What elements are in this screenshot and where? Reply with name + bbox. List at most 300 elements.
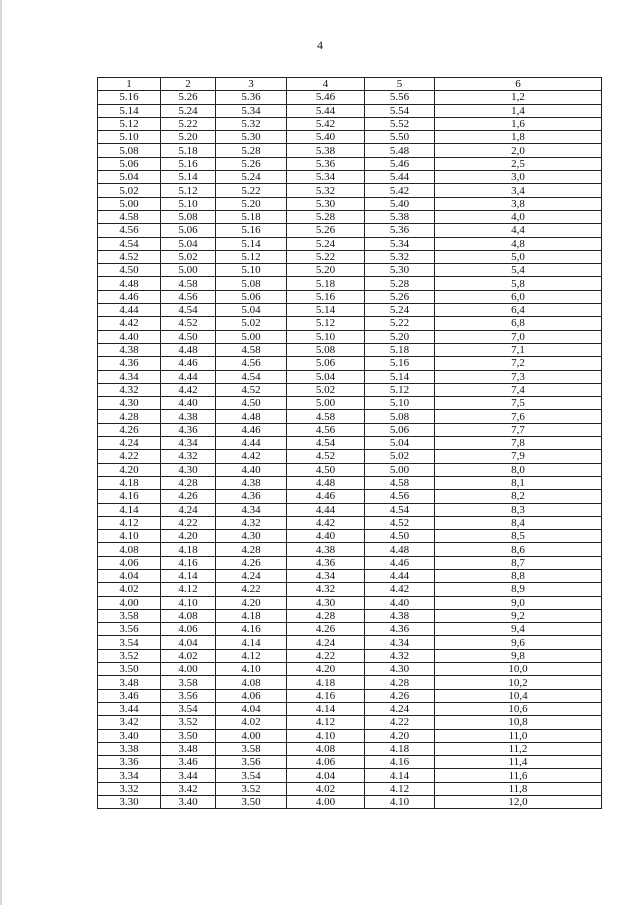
table-cell: 7,6	[435, 410, 602, 423]
scan-edge	[0, 0, 2, 905]
table-cell: 5.04	[216, 304, 287, 317]
table-cell: 5.02	[98, 184, 161, 197]
table-row	[98, 104, 602, 117]
table-cell: 8,1	[435, 476, 602, 489]
table-cell: 5.06	[365, 423, 435, 436]
table-cell: 4.54	[98, 237, 161, 250]
table-cell: 5.22	[161, 117, 216, 130]
table-cell: 4.06	[216, 689, 287, 702]
table-cell: 3.42	[161, 782, 216, 795]
table-cell: 4.54	[216, 370, 287, 383]
table-cell: 5.24	[287, 237, 365, 250]
table-cell: 4.06	[287, 756, 365, 769]
table-cell: 3.38	[98, 742, 161, 755]
table-cell: 3.54	[98, 636, 161, 649]
table-row	[98, 250, 602, 263]
table-cell: 4.26	[161, 490, 216, 503]
table-cell: 5.28	[365, 277, 435, 290]
table-cell: 4.44	[216, 437, 287, 450]
table-cell: 4.22	[98, 450, 161, 463]
table-cell: 5.16	[216, 224, 287, 237]
column-header: 4	[287, 78, 365, 91]
table-cell: 4.14	[98, 503, 161, 516]
table-cell: 3.46	[161, 756, 216, 769]
table-cell: 9,8	[435, 649, 602, 662]
table-cell: 7,9	[435, 450, 602, 463]
table-row	[98, 503, 602, 516]
table-cell: 4.10	[161, 596, 216, 609]
table-cell: 1,6	[435, 117, 602, 130]
table-row	[98, 702, 602, 715]
table-cell: 7,0	[435, 330, 602, 343]
table-cell: 5.16	[287, 290, 365, 303]
table-cell: 5.36	[216, 91, 287, 104]
table-cell: 4.04	[216, 702, 287, 715]
table-cell: 4.46	[98, 290, 161, 303]
table-cell: 4.38	[287, 543, 365, 556]
table-cell: 5.56	[365, 91, 435, 104]
table-cell: 3.58	[161, 676, 216, 689]
table-cell: 4.24	[365, 702, 435, 715]
table-cell: 4.58	[216, 343, 287, 356]
table-cell: 4.22	[216, 583, 287, 596]
table-cell: 3.52	[216, 782, 287, 795]
table-cell: 4.30	[216, 530, 287, 543]
table-cell: 1,8	[435, 131, 602, 144]
table-cell: 4.44	[161, 370, 216, 383]
table-row	[98, 689, 602, 702]
table-cell: 4.18	[287, 676, 365, 689]
table-cell: 4.24	[216, 569, 287, 582]
table-cell: 4.30	[98, 397, 161, 410]
table-cell: 5.02	[287, 383, 365, 396]
table-row	[98, 623, 602, 636]
table-cell: 5.00	[216, 330, 287, 343]
table-cell: 4.16	[216, 623, 287, 636]
table-cell: 5.26	[287, 224, 365, 237]
table-row	[98, 304, 602, 317]
table-cell: 5.30	[216, 131, 287, 144]
table-cell: 4.42	[98, 317, 161, 330]
table-cell: 3.36	[98, 756, 161, 769]
table-cell: 4.56	[161, 290, 216, 303]
column-header: 5	[365, 78, 435, 91]
table-cell: 5.08	[365, 410, 435, 423]
table-cell: 5.42	[365, 184, 435, 197]
table-cell: 5.24	[365, 304, 435, 317]
table-cell: 2,0	[435, 144, 602, 157]
table-cell: 3.30	[98, 796, 161, 809]
table-cell: 4.36	[216, 490, 287, 503]
table-row	[98, 171, 602, 184]
table-row	[98, 729, 602, 742]
table-cell: 3.34	[98, 769, 161, 782]
table-cell: 4.04	[287, 769, 365, 782]
table-cell: 4.48	[365, 543, 435, 556]
table-cell: 3,0	[435, 171, 602, 184]
table-cell: 5.10	[365, 397, 435, 410]
table-cell: 8,9	[435, 583, 602, 596]
table-cell: 4.08	[161, 609, 216, 622]
table-cell: 7,4	[435, 383, 602, 396]
table-cell: 4.28	[287, 609, 365, 622]
table-cell: 3.40	[98, 729, 161, 742]
table-cell: 8,4	[435, 516, 602, 529]
table-cell: 4.28	[365, 676, 435, 689]
table-cell: 4.10	[287, 729, 365, 742]
table-row	[98, 343, 602, 356]
table-cell: 3.56	[161, 689, 216, 702]
table-cell: 5.08	[98, 144, 161, 157]
table-row	[98, 516, 602, 529]
table-cell: 4.00	[161, 663, 216, 676]
table-row	[98, 397, 602, 410]
table-cell: 10,6	[435, 702, 602, 715]
table-cell: 9,4	[435, 623, 602, 636]
table-cell: 4.50	[287, 463, 365, 476]
table-cell: 4.58	[365, 476, 435, 489]
table-cell: 5.34	[365, 237, 435, 250]
table-cell: 8,8	[435, 569, 602, 582]
table-cell: 4.52	[365, 516, 435, 529]
table-cell: 4.32	[287, 583, 365, 596]
table-row	[98, 370, 602, 383]
table-cell: 4.46	[216, 423, 287, 436]
table-cell: 5.02	[365, 450, 435, 463]
table-cell: 4.20	[365, 729, 435, 742]
table-cell: 4.34	[216, 503, 287, 516]
table-cell: 10,0	[435, 663, 602, 676]
table-cell: 5.48	[365, 144, 435, 157]
table-cell: 4.36	[161, 423, 216, 436]
table-cell: 4.20	[98, 463, 161, 476]
table-cell: 3.58	[216, 742, 287, 755]
table-cell: 5.30	[287, 197, 365, 210]
table-cell: 5.22	[287, 250, 365, 263]
table-cell: 4.20	[161, 530, 216, 543]
table-cell: 5.40	[365, 197, 435, 210]
table-cell: 4.34	[98, 370, 161, 383]
table-cell: 4.54	[161, 304, 216, 317]
table-cell: 4.42	[161, 383, 216, 396]
table-cell: 4.56	[98, 224, 161, 237]
table-cell: 5.30	[365, 264, 435, 277]
table-cell: 4.36	[287, 556, 365, 569]
table-cell: 4.30	[161, 463, 216, 476]
table-cell: 3.46	[98, 689, 161, 702]
table-cell: 4.22	[161, 516, 216, 529]
table-row	[98, 609, 602, 622]
table-cell: 4.52	[161, 317, 216, 330]
table-cell: 4.40	[287, 530, 365, 543]
table-cell: 4.22	[365, 716, 435, 729]
table-row	[98, 91, 602, 104]
table-cell: 4.42	[216, 450, 287, 463]
table-cell: 4.02	[161, 649, 216, 662]
table-cell: 3,8	[435, 197, 602, 210]
table-cell: 5.28	[287, 210, 365, 223]
table-cell: 5.32	[365, 250, 435, 263]
table-cell: 4.52	[98, 250, 161, 263]
table-cell: 4.16	[365, 756, 435, 769]
table-cell: 5.14	[365, 370, 435, 383]
table-cell: 5.44	[365, 171, 435, 184]
table-cell: 5.00	[287, 397, 365, 410]
table-cell: 4.04	[161, 636, 216, 649]
table-cell: 4.38	[216, 476, 287, 489]
table-row	[98, 131, 602, 144]
table-cell: 11,4	[435, 756, 602, 769]
table-row	[98, 636, 602, 649]
table-cell: 4.40	[161, 397, 216, 410]
table-cell: 4.28	[98, 410, 161, 423]
table-cell: 4.40	[216, 463, 287, 476]
table-cell: 4.04	[98, 569, 161, 582]
table-cell: 4.34	[161, 437, 216, 450]
table-cell: 5.54	[365, 104, 435, 117]
table-row	[98, 410, 602, 423]
table-cell: 4.32	[216, 516, 287, 529]
table-cell: 4.26	[287, 623, 365, 636]
table-cell: 4.58	[287, 410, 365, 423]
table-cell: 3.48	[98, 676, 161, 689]
table-row	[98, 197, 602, 210]
table-cell: 4.02	[216, 716, 287, 729]
table-cell: 8,5	[435, 530, 602, 543]
table-cell: 2,5	[435, 157, 602, 170]
table-cell: 4.12	[287, 716, 365, 729]
table-cell: 4.38	[365, 609, 435, 622]
table-row	[98, 556, 602, 569]
table-cell: 5.14	[287, 304, 365, 317]
table-cell: 4.44	[287, 503, 365, 516]
table-row	[98, 476, 602, 489]
table-cell: 5.12	[98, 117, 161, 130]
table-cell: 5.06	[216, 290, 287, 303]
table-cell: 7,1	[435, 343, 602, 356]
table-cell: 8,0	[435, 463, 602, 476]
table-cell: 4.48	[216, 410, 287, 423]
table-row	[98, 224, 602, 237]
table-cell: 4.24	[98, 437, 161, 450]
table-cell: 4.48	[161, 343, 216, 356]
table-cell: 4.40	[365, 596, 435, 609]
table-cell: 5.04	[287, 370, 365, 383]
table-cell: 5.26	[365, 290, 435, 303]
table-cell: 4.18	[98, 476, 161, 489]
table-cell: 3.50	[161, 729, 216, 742]
table-cell: 5.16	[365, 357, 435, 370]
table-cell: 4.28	[216, 543, 287, 556]
table-cell: 10,8	[435, 716, 602, 729]
table-cell: 4.12	[216, 649, 287, 662]
table-cell: 9,0	[435, 596, 602, 609]
table-row	[98, 649, 602, 662]
column-header: 1	[98, 78, 161, 91]
table-cell: 4.30	[365, 663, 435, 676]
table-cell: 5.16	[161, 157, 216, 170]
table-row	[98, 450, 602, 463]
data-table	[97, 77, 602, 809]
table-cell: 5.10	[287, 330, 365, 343]
table-cell: 5.38	[287, 144, 365, 157]
table-cell: 4.14	[216, 636, 287, 649]
table-cell: 1,4	[435, 104, 602, 117]
table-row	[98, 530, 602, 543]
table-row	[98, 157, 602, 170]
table-cell: 4.36	[365, 623, 435, 636]
column-header: 3	[216, 78, 287, 91]
table-cell: 4.06	[98, 556, 161, 569]
table-cell: 5.38	[365, 210, 435, 223]
table-cell: 7,5	[435, 397, 602, 410]
table-cell: 5.00	[161, 264, 216, 277]
table-cell: 4.24	[287, 636, 365, 649]
table-cell: 10,4	[435, 689, 602, 702]
table-cell: 4.18	[365, 742, 435, 755]
table-cell: 11,2	[435, 742, 602, 755]
table-row	[98, 184, 602, 197]
table-cell: 7,2	[435, 357, 602, 370]
table-cell: 4.00	[98, 596, 161, 609]
table-cell: 5.12	[365, 383, 435, 396]
table-cell: 4.42	[365, 583, 435, 596]
table-cell: 4.46	[287, 490, 365, 503]
table-cell: 4.18	[161, 543, 216, 556]
table-cell: 3.54	[161, 702, 216, 715]
table-cell: 3.58	[98, 609, 161, 622]
table-cell: 4.08	[287, 742, 365, 755]
table-cell: 4.40	[98, 330, 161, 343]
table-cell: 4.42	[287, 516, 365, 529]
table-cell: 4.14	[161, 569, 216, 582]
table-cell: 5.12	[216, 250, 287, 263]
table-row	[98, 663, 602, 676]
table-cell: 4.34	[287, 569, 365, 582]
table-cell: 8,3	[435, 503, 602, 516]
table-cell: 5.10	[98, 131, 161, 144]
table-row	[98, 144, 602, 157]
table-cell: 5.28	[216, 144, 287, 157]
table-cell: 4.50	[98, 264, 161, 277]
table-row	[98, 796, 602, 809]
table-cell: 11,8	[435, 782, 602, 795]
table-cell: 4.10	[216, 663, 287, 676]
table-cell: 5,4	[435, 264, 602, 277]
table-cell: 9,6	[435, 636, 602, 649]
table-cell: 5.52	[365, 117, 435, 130]
table-cell: 5.36	[365, 224, 435, 237]
table-row	[98, 543, 602, 556]
table-cell: 4.14	[365, 769, 435, 782]
table-cell: 8,7	[435, 556, 602, 569]
table-row	[98, 782, 602, 795]
table-cell: 5.24	[161, 104, 216, 117]
table-cell: 4.18	[216, 609, 287, 622]
table-cell: 5.20	[161, 131, 216, 144]
table-cell: 4.58	[161, 277, 216, 290]
table-cell: 5.04	[365, 437, 435, 450]
table-cell: 5.06	[161, 224, 216, 237]
table-cell: 8,6	[435, 543, 602, 556]
table-cell: 6,0	[435, 290, 602, 303]
table-row	[98, 490, 602, 503]
header-row	[98, 78, 602, 91]
table-cell: 3.40	[161, 796, 216, 809]
table-cell: 4.00	[216, 729, 287, 742]
table-cell: 4.44	[98, 304, 161, 317]
table-cell: 4.16	[161, 556, 216, 569]
table-cell: 5.36	[287, 157, 365, 170]
table-cell: 5.26	[161, 91, 216, 104]
table-cell: 4.02	[287, 782, 365, 795]
table-row	[98, 277, 602, 290]
table-row	[98, 583, 602, 596]
table-cell: 4.20	[216, 596, 287, 609]
table-cell: 7,8	[435, 437, 602, 450]
table-row	[98, 290, 602, 303]
table-cell: 5.46	[365, 157, 435, 170]
table-cell: 3,4	[435, 184, 602, 197]
table-cell: 11,0	[435, 729, 602, 742]
table-cell: 5.14	[98, 104, 161, 117]
table-cell: 4.08	[216, 676, 287, 689]
table-cell: 5.32	[287, 184, 365, 197]
table-cell: 3.32	[98, 782, 161, 795]
table-row	[98, 330, 602, 343]
table-cell: 4.10	[365, 796, 435, 809]
table-cell: 12,0	[435, 796, 602, 809]
table-cell: 5.34	[216, 104, 287, 117]
table-cell: 3.44	[98, 702, 161, 715]
table-cell: 4.54	[287, 437, 365, 450]
table-cell: 4.38	[161, 410, 216, 423]
table-row	[98, 569, 602, 582]
table-cell: 4.14	[287, 702, 365, 715]
table-cell: 3.56	[216, 756, 287, 769]
table-row	[98, 117, 602, 130]
table-cell: 5.10	[161, 197, 216, 210]
table-cell: 5.02	[216, 317, 287, 330]
table-cell: 5.08	[161, 210, 216, 223]
table-cell: 4.06	[161, 623, 216, 636]
table-row	[98, 317, 602, 330]
table-cell: 5.44	[287, 104, 365, 117]
table-cell: 4.26	[98, 423, 161, 436]
table-cell: 5.14	[216, 237, 287, 250]
table-cell: 4,4	[435, 224, 602, 237]
table-cell: 3.50	[98, 663, 161, 676]
table-cell: 4.08	[98, 543, 161, 556]
table-cell: 4.56	[365, 490, 435, 503]
column-header: 2	[161, 78, 216, 91]
table-cell: 4.12	[161, 583, 216, 596]
table-cell: 4.10	[98, 530, 161, 543]
table-cell: 11,6	[435, 769, 602, 782]
table-cell: 4.12	[365, 782, 435, 795]
table-cell: 5.00	[98, 197, 161, 210]
table-cell: 5.08	[216, 277, 287, 290]
table-row	[98, 716, 602, 729]
table-cell: 5.40	[287, 131, 365, 144]
table-cell: 4.50	[365, 530, 435, 543]
table-cell: 4.48	[98, 277, 161, 290]
table-cell: 10,2	[435, 676, 602, 689]
table-cell: 4.32	[161, 450, 216, 463]
table-row	[98, 769, 602, 782]
table-cell: 5.34	[287, 171, 365, 184]
table-row	[98, 756, 602, 769]
